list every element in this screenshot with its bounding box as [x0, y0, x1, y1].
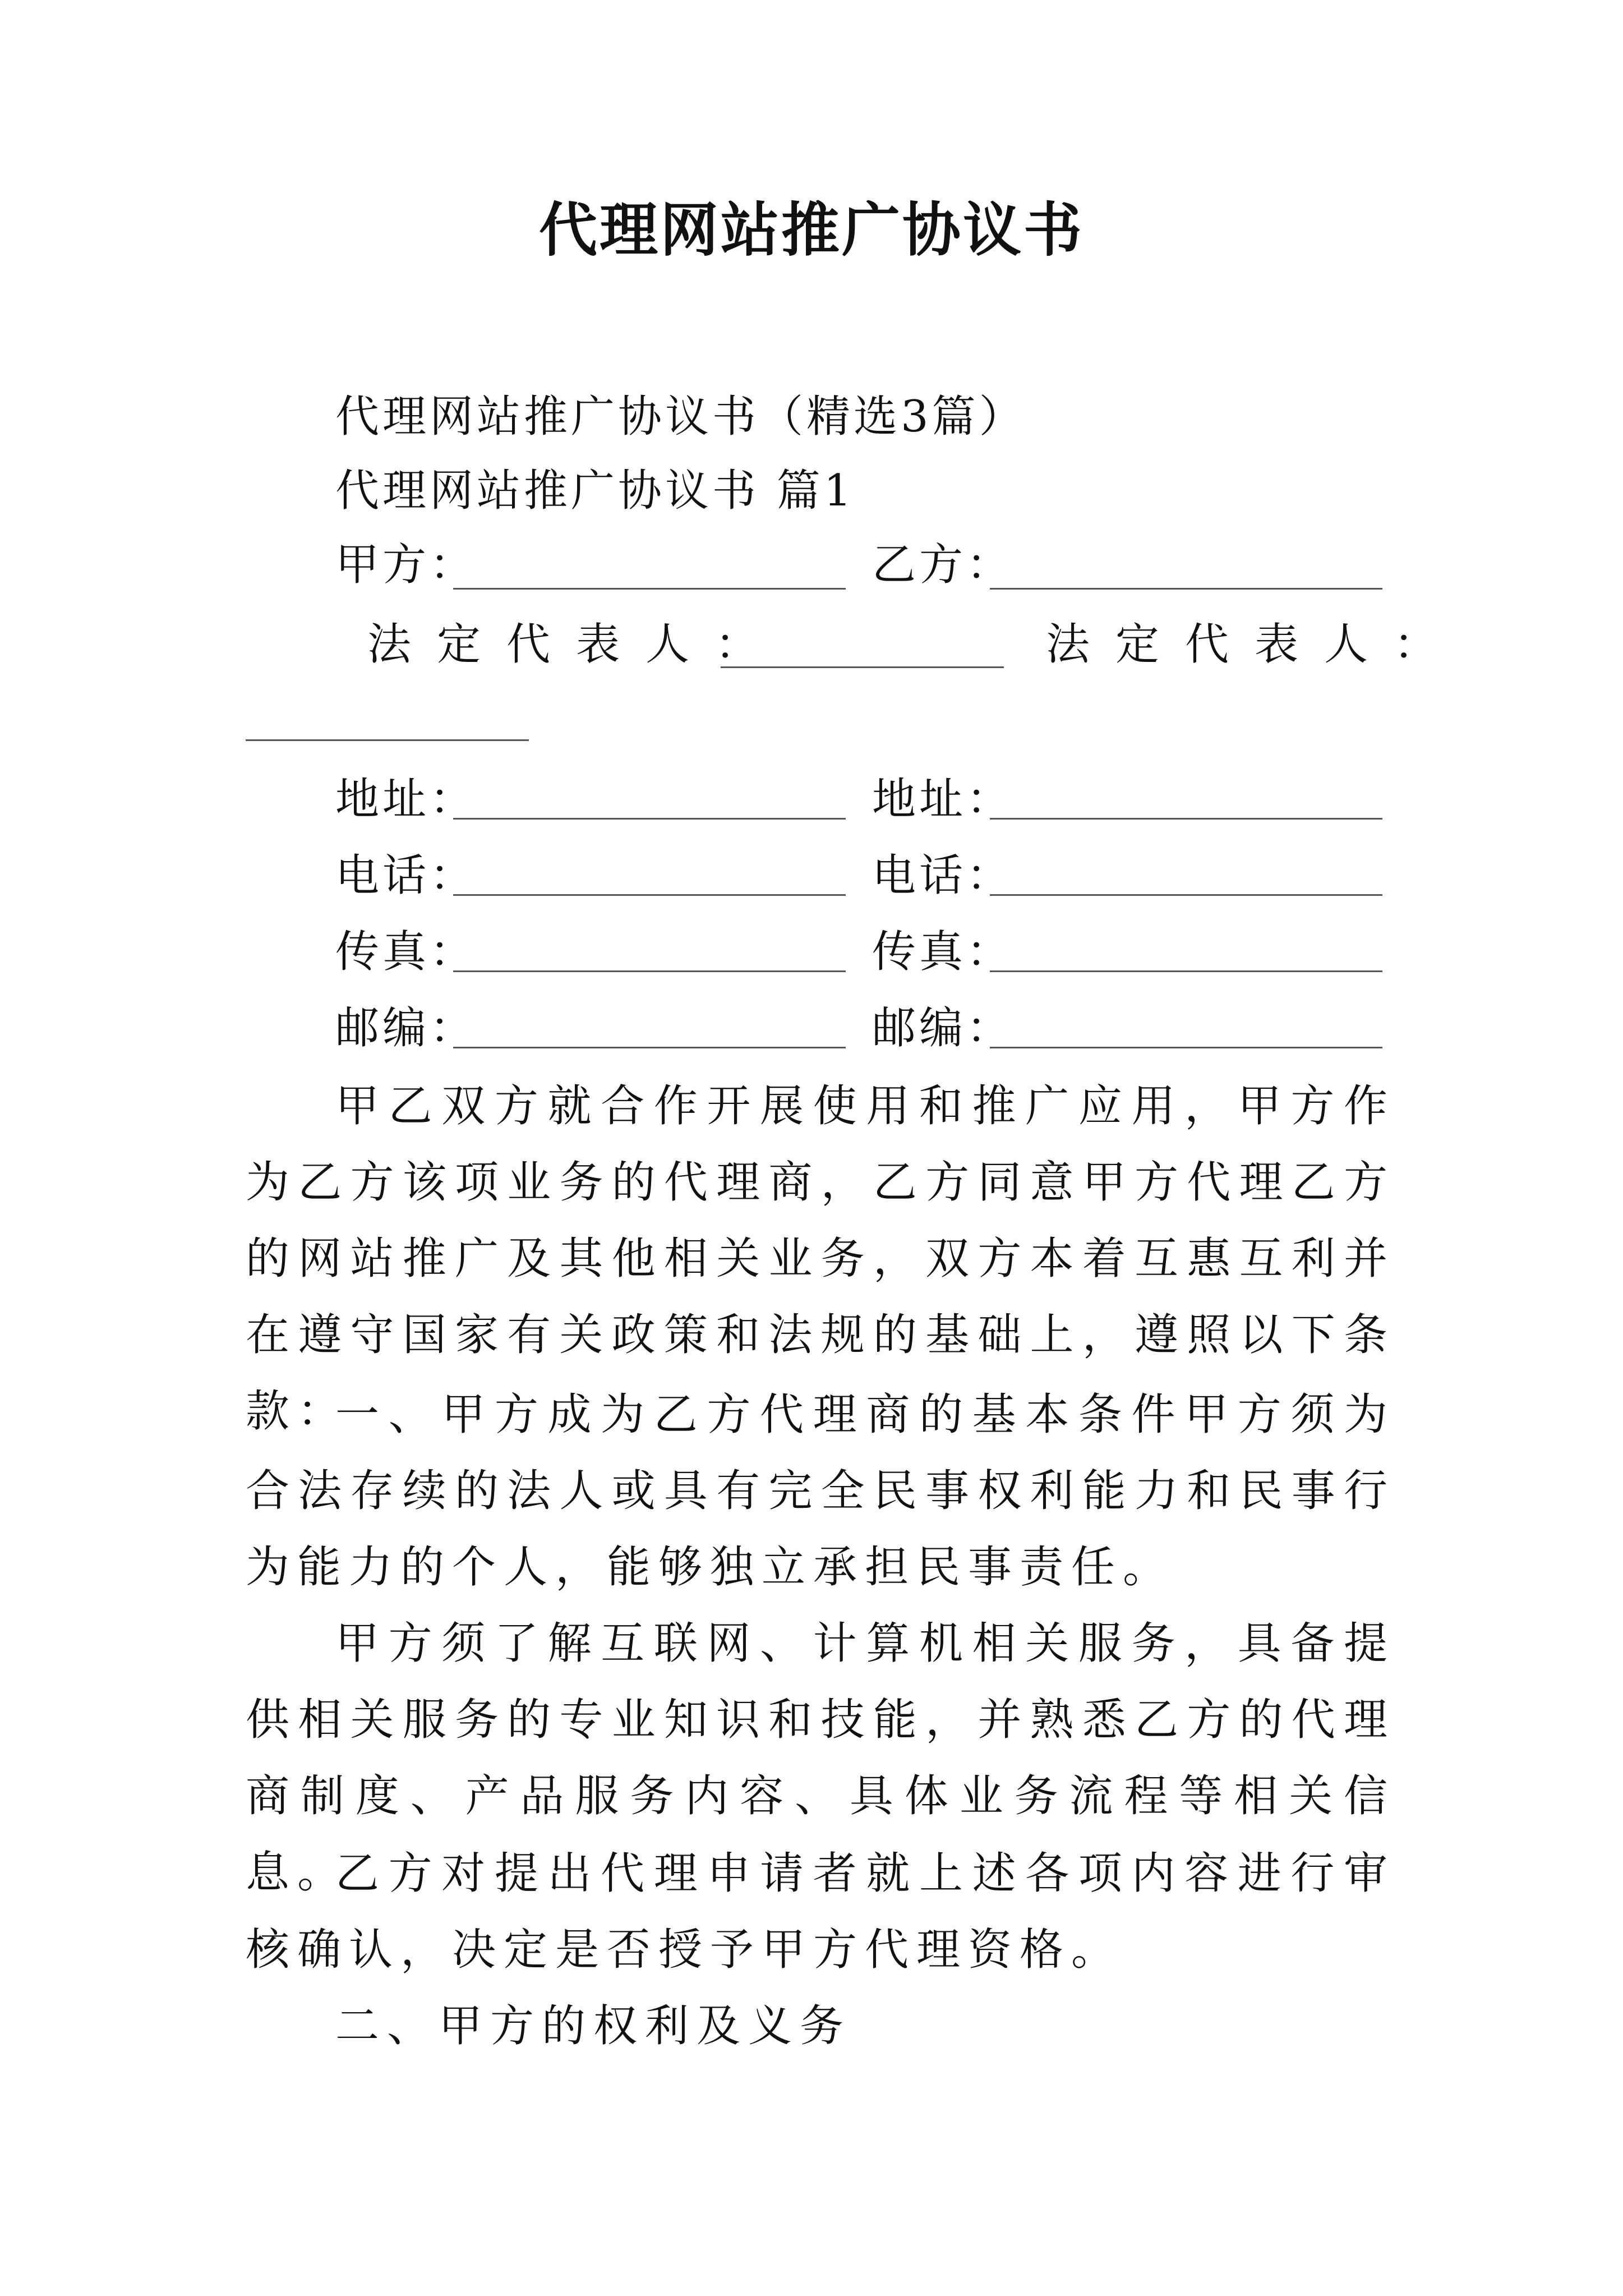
zip-a-blank[interactable]	[453, 1047, 846, 1048]
party-b-label: 乙方：	[872, 540, 1014, 590]
paragraph-intro: 甲乙双方就合作开展使用和推广应用，甲方作为乙方该项业务的代理商，乙方同意甲方代理乙方的网站推广及其他相关业务，双方本着互惠互利并在遵守国家有关政策和法规的基础上，遵照以下条款：	[246, 1081, 1395, 1437]
fax-a-blank[interactable]	[453, 970, 846, 972]
fax-b-label: 传真：	[872, 927, 1014, 977]
legal-rep-b-blank[interactable]	[246, 739, 529, 741]
paragraph-clause-1-review: 乙方对提出代理申请者就上述各项内容进行审核确认，决定是否授予甲方代理资格。	[246, 1848, 1395, 1975]
party-a-label: 甲方：	[335, 540, 477, 590]
paragraph-clause-2-heading: 二、甲方的权利及义务	[335, 2001, 852, 2051]
party-a-blank[interactable]	[453, 588, 846, 590]
phone-a-blank[interactable]	[453, 894, 846, 896]
paragraph-clause-1-req: 甲方须了解互联网、计算机相关服务，具备提供相关服务的专业知识和技能，并熟悉乙方的代理商制度、产品服务内容、具体业务流程等相关信息。	[246, 1618, 1395, 1898]
address-b-label: 地址：	[872, 774, 1014, 825]
document-subtitle: 代理网站推广协议书（精选3篇）	[335, 392, 1026, 442]
legal-rep-a-blank[interactable]	[721, 666, 1004, 668]
address-b-blank[interactable]	[990, 818, 1382, 820]
legal-rep-b-label: 法定代表人：	[1046, 619, 1464, 670]
address-a-blank[interactable]	[453, 818, 846, 820]
phone-a-label: 电话：	[335, 850, 477, 901]
section-heading: 代理网站推广协议书 篇1	[335, 466, 855, 516]
phone-b-label: 电话：	[872, 850, 1014, 901]
paragraph-clause-1: 一、甲方成为乙方代理商的基本条件甲方须为合法存续的法人或具有完全民事权利能力和民事行为能力的个人，能够独立承担民事责任。	[246, 1389, 1395, 1593]
zip-b-label: 邮编：	[872, 1003, 1014, 1053]
phone-b-blank[interactable]	[990, 894, 1382, 896]
zip-b-blank[interactable]	[990, 1047, 1382, 1048]
zip-a-label: 邮编：	[335, 1003, 477, 1053]
document-title: 代理网站推广协议书	[538, 195, 1084, 264]
legal-rep-a-label: 法定代表人：	[367, 619, 785, 670]
party-b-blank[interactable]	[990, 588, 1382, 590]
fax-b-blank[interactable]	[990, 970, 1382, 972]
address-a-label: 地址：	[335, 774, 477, 825]
fax-a-label: 传真：	[335, 927, 477, 977]
